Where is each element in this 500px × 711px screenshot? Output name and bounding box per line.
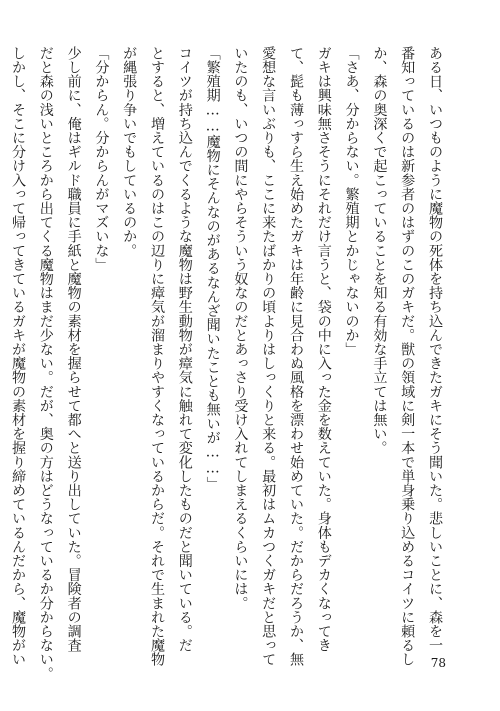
text-column: だと森の浅いところから出てくる魔物はまだ少ない。だが、奥の方はどうなっているか分からない。 bbox=[37, 46, 54, 681]
text-column: 「さあ、分からない。繁殖期とかじゃないのか」 bbox=[343, 46, 360, 357]
text-column: コイツが持ち込んでくるような魔物は野生動物が瘴気に触れて変化したものだと聞いている。だ bbox=[176, 46, 193, 653]
text-column: が縄張り争いでもしているのか。 bbox=[121, 46, 138, 258]
text-column: て、髭も薄っすら生え始めたガキは年齢に見合わぬ風格を漂わせ始めていた。だからだろうか、無 bbox=[288, 46, 305, 667]
text-column: とすると、増えているのはこの辺りに瘴気が溜まりやすくなっているからだ。それで生まれた魔物 bbox=[149, 46, 166, 667]
text-column: 番知っているのは新参者のはずのこのガキだ。獣の領域に剣一本で単身乗り込めるコイツに頼るし bbox=[399, 46, 416, 667]
text-column: 「繁殖期……魔物にそんなのがあるなんざ聞いたことも無いが……」 bbox=[204, 46, 221, 491]
text-column: か、森の奥深くで起こっていることを知る有効な手立ては無い。 bbox=[371, 46, 388, 455]
text-column: ある日、いつものように魔物の死体を持ち込んできたガキにそう聞いた。悲しいことに、森を一 bbox=[427, 46, 443, 653]
text-column: しかし、そこに分け入って帰ってきているガキが魔物の素材を握り締めているんだから、魔物がい bbox=[10, 46, 27, 667]
page-number: 78 bbox=[430, 656, 446, 670]
text-column: 「分からん。分からんがマズいな」 bbox=[93, 46, 110, 272]
text-column: いたのも、いつの間にやらそういう奴なのだとあっさり受け入れてしまえるくらいには。 bbox=[232, 46, 249, 610]
text-column: 少し前に、俺はギルド職員に手紙と魔物の素材を握らせて都へと送り出していた。冒険者の調査 bbox=[65, 46, 82, 653]
text-column: 愛想な言いぶりも、ここに来たばかりの頃よりはしっくりと来る。最初はムカつくガキだと思って bbox=[260, 46, 277, 667]
text-column: ガキは興味無さそうにそれだけ言うと、袋の中に入った金を数えていた。身体もデカくなってき bbox=[315, 46, 332, 653]
